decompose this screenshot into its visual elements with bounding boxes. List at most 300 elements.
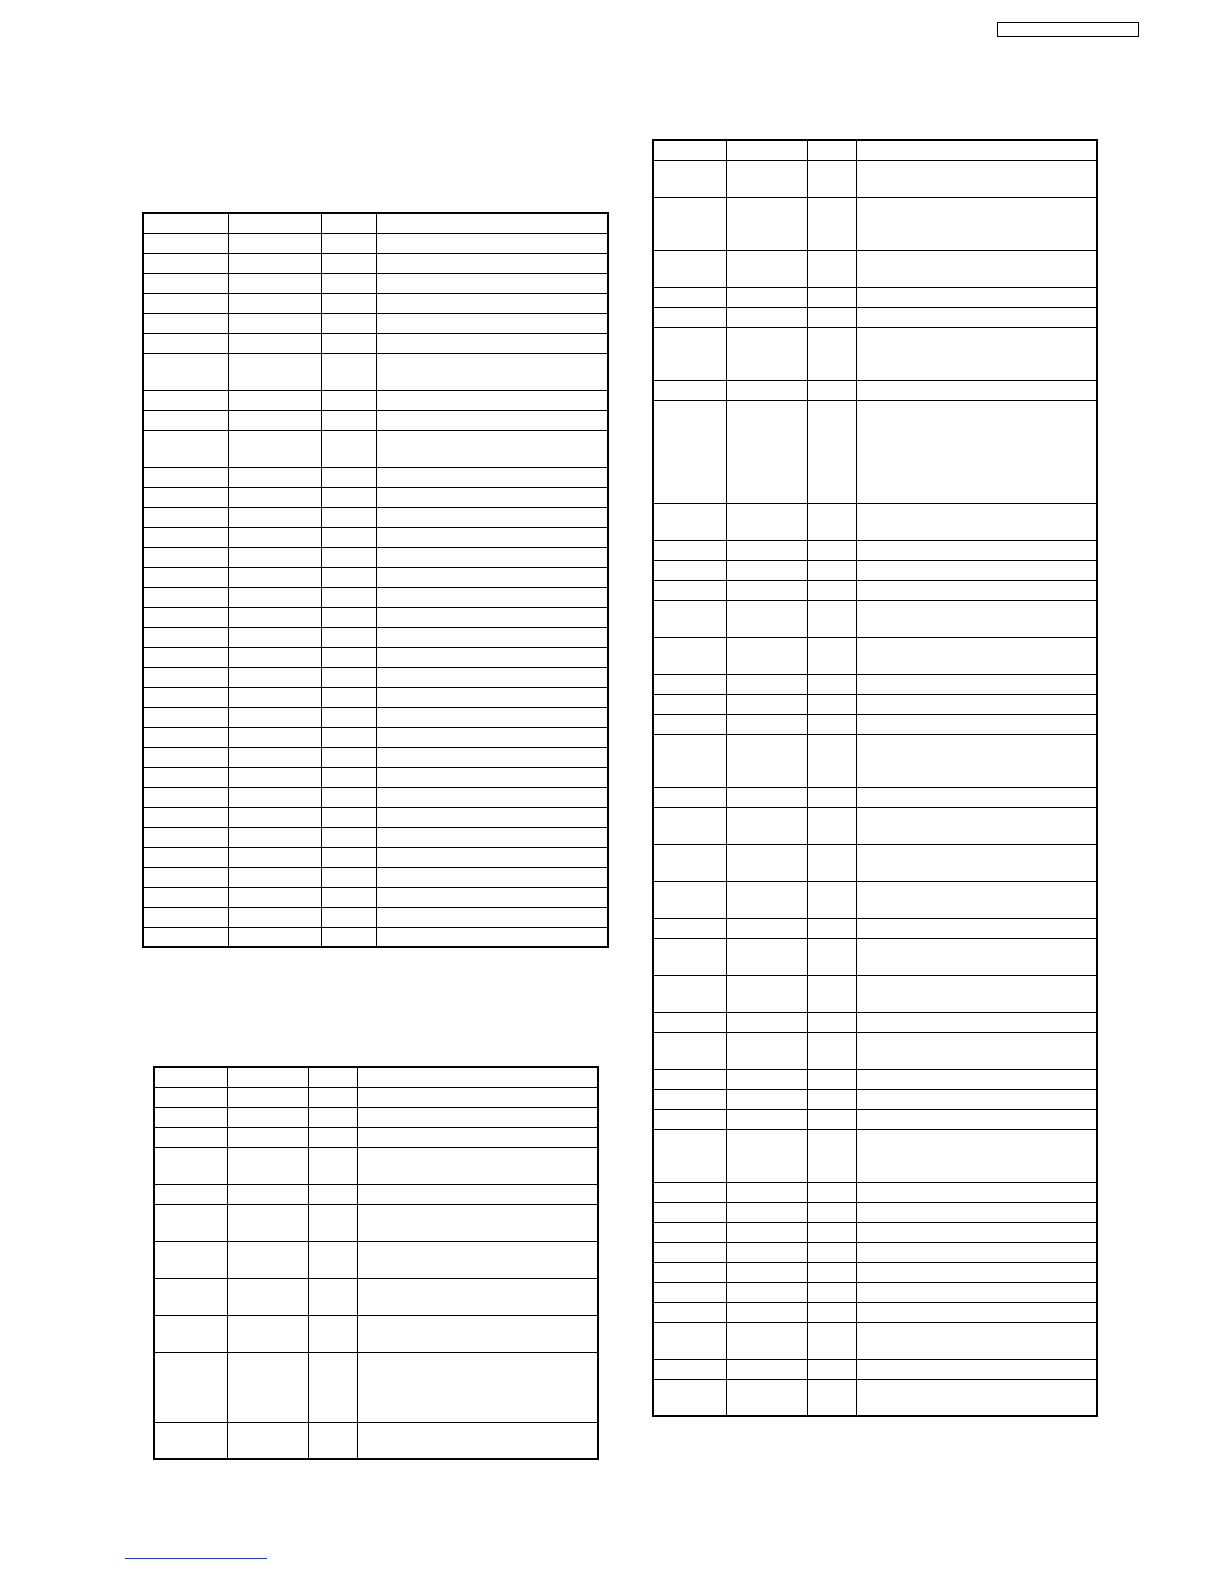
- table-cell: [357, 1147, 598, 1184]
- table-cell: [321, 487, 376, 507]
- table-cell: [856, 1129, 1097, 1182]
- table-cell: [653, 807, 726, 844]
- table-cell: [357, 1241, 598, 1278]
- table-row: [143, 807, 608, 827]
- table-cell: [807, 787, 856, 807]
- table-cell: [143, 927, 228, 947]
- table-cell: [321, 647, 376, 667]
- table-cell: [726, 1302, 807, 1322]
- table-row: [143, 767, 608, 787]
- table-cell: [726, 1032, 807, 1069]
- table-cell: [726, 637, 807, 674]
- table-cell: [653, 674, 726, 694]
- table-cell: [653, 694, 726, 714]
- table-row: [143, 827, 608, 847]
- table-cell: [856, 560, 1097, 580]
- table-cell: [653, 160, 726, 197]
- table-cell: [726, 1182, 807, 1202]
- table-row: [653, 287, 1097, 307]
- table-row: [143, 313, 608, 333]
- table-cell: [376, 727, 608, 747]
- table-row: [143, 430, 608, 467]
- table-row: [653, 327, 1097, 380]
- table-cell: [321, 313, 376, 333]
- table-cell: [227, 1127, 308, 1147]
- table-cell: [321, 547, 376, 567]
- table-row: [653, 307, 1097, 327]
- table-cell: [856, 714, 1097, 734]
- table-row: [143, 293, 608, 313]
- table-row: [653, 1032, 1097, 1069]
- table-cell: [357, 1278, 598, 1315]
- table-cell: [376, 527, 608, 547]
- table-row: [653, 140, 1097, 160]
- table-cell: [376, 827, 608, 847]
- table-cell: [308, 1422, 357, 1459]
- table-cell: [653, 560, 726, 580]
- table-cell: [227, 1241, 308, 1278]
- table-cell: [227, 1107, 308, 1127]
- table-cell: [321, 293, 376, 313]
- table-cell: [376, 547, 608, 567]
- table-cell: [726, 327, 807, 380]
- table-cell: [807, 844, 856, 881]
- table-cell: [143, 867, 228, 887]
- table-row: [143, 787, 608, 807]
- table-cell: [321, 233, 376, 253]
- table-cell: [228, 527, 321, 547]
- table-cell: [228, 747, 321, 767]
- table-cell: [228, 213, 321, 233]
- table-cell: [228, 430, 321, 467]
- table-cell: [321, 527, 376, 547]
- footer-link[interactable]: [125, 1558, 267, 1559]
- table-cell: [228, 867, 321, 887]
- table-cell: [228, 313, 321, 333]
- table-cell: [807, 250, 856, 287]
- table-cell: [856, 694, 1097, 714]
- table-cell: [228, 767, 321, 787]
- table-cell: [807, 307, 856, 327]
- table-row: [143, 707, 608, 727]
- table-cell: [807, 140, 856, 160]
- table-cell: [807, 503, 856, 540]
- table-cell: [228, 273, 321, 293]
- table-cell: [856, 287, 1097, 307]
- table-cell: [357, 1184, 598, 1204]
- table-cell: [726, 560, 807, 580]
- table-row: [653, 540, 1097, 560]
- table-row: [653, 250, 1097, 287]
- table-cell: [143, 507, 228, 527]
- table-cell: [726, 400, 807, 503]
- table-cell: [376, 867, 608, 887]
- table-row: [653, 1302, 1097, 1322]
- table-cell: [807, 1282, 856, 1302]
- table-cell: [807, 1089, 856, 1109]
- table-cell: [321, 467, 376, 487]
- table-cell: [227, 1352, 308, 1422]
- table-cell: [856, 1379, 1097, 1416]
- table-cell: [143, 727, 228, 747]
- table-cell: [143, 253, 228, 273]
- table-cell: [308, 1241, 357, 1278]
- table-row: [143, 487, 608, 507]
- table-cell: [856, 1089, 1097, 1109]
- table-cell: [653, 540, 726, 560]
- table-cell: [228, 547, 321, 567]
- table-cell: [143, 887, 228, 907]
- table-cell: [357, 1127, 598, 1147]
- table-row: [653, 197, 1097, 250]
- table-row: [154, 1422, 598, 1459]
- table-cell: [726, 1242, 807, 1262]
- table-cell: [726, 307, 807, 327]
- table-cell: [726, 250, 807, 287]
- table-cell: [807, 1222, 856, 1242]
- table-cell: [227, 1184, 308, 1204]
- table-cell: [154, 1204, 227, 1241]
- table-cell: [653, 503, 726, 540]
- table-row: [143, 410, 608, 430]
- table-cell: [228, 807, 321, 827]
- table-cell: [357, 1204, 598, 1241]
- table-cell: [856, 580, 1097, 600]
- table-cell: [376, 353, 608, 390]
- table-cell: [228, 253, 321, 273]
- table-cell: [154, 1147, 227, 1184]
- table-row: [154, 1184, 598, 1204]
- table-cell: [856, 1242, 1097, 1262]
- table-cell: [143, 333, 228, 353]
- table-cell: [653, 734, 726, 787]
- table-cell: [856, 540, 1097, 560]
- table-row: [653, 1359, 1097, 1379]
- table-cell: [321, 390, 376, 410]
- table-cell: [807, 1012, 856, 1032]
- table-cell: [143, 467, 228, 487]
- table-cell: [376, 647, 608, 667]
- table-cell: [726, 580, 807, 600]
- table-cell: [726, 975, 807, 1012]
- table-cell: [653, 1089, 726, 1109]
- table-cell: [856, 250, 1097, 287]
- table-cell: [321, 430, 376, 467]
- table-row: [143, 867, 608, 887]
- table-cell: [807, 637, 856, 674]
- table-cell: [653, 1379, 726, 1416]
- table-cell: [726, 1202, 807, 1222]
- table-cell: [321, 767, 376, 787]
- table-cell: [154, 1352, 227, 1422]
- table-cell: [807, 380, 856, 400]
- table-cell: [856, 380, 1097, 400]
- table-cell: [653, 380, 726, 400]
- table-cell: [856, 1302, 1097, 1322]
- table-cell: [321, 887, 376, 907]
- table-cell: [726, 1322, 807, 1359]
- table-cell: [726, 140, 807, 160]
- table-cell: [856, 918, 1097, 938]
- table-cell: [321, 273, 376, 293]
- table-cell: [856, 1202, 1097, 1222]
- table-cell: [653, 327, 726, 380]
- table-cell: [321, 333, 376, 353]
- table-cell: [726, 1379, 807, 1416]
- table-cell: [143, 787, 228, 807]
- table-row: [653, 714, 1097, 734]
- table-cell: [143, 293, 228, 313]
- table-cell: [321, 867, 376, 887]
- table-cell: [726, 918, 807, 938]
- table-row: [154, 1107, 598, 1127]
- table-cell: [143, 410, 228, 430]
- table-cell: [726, 380, 807, 400]
- table-cell: [143, 827, 228, 847]
- table-cell: [376, 687, 608, 707]
- table-cell: [321, 907, 376, 927]
- table-cell: [227, 1315, 308, 1352]
- table-row: [653, 975, 1097, 1012]
- table-cell: [726, 1109, 807, 1129]
- table-row: [143, 887, 608, 907]
- table-row: [154, 1315, 598, 1352]
- table-row: [143, 233, 608, 253]
- table-cell: [726, 1089, 807, 1109]
- table-cell: [308, 1278, 357, 1315]
- table-row: [653, 1069, 1097, 1089]
- table-cell: [653, 938, 726, 975]
- table-cell: [143, 647, 228, 667]
- table-cell: [228, 627, 321, 647]
- table-cell: [856, 1282, 1097, 1302]
- table-cell: [653, 1302, 726, 1322]
- table-cell: [376, 847, 608, 867]
- table-cell: [376, 467, 608, 487]
- table-cell: [228, 667, 321, 687]
- table-cell: [856, 1109, 1097, 1129]
- table-cell: [228, 607, 321, 627]
- table-cell: [856, 1012, 1097, 1032]
- table-cell: [856, 307, 1097, 327]
- table-row: [653, 844, 1097, 881]
- table-row: [653, 787, 1097, 807]
- table-cell: [726, 197, 807, 250]
- table-cell: [653, 580, 726, 600]
- table-cell: [726, 807, 807, 844]
- table-cell: [321, 587, 376, 607]
- table-cell: [653, 1322, 726, 1359]
- table-cell: [807, 807, 856, 844]
- table-row: [653, 674, 1097, 694]
- table-cell: [653, 250, 726, 287]
- table-cell: [376, 487, 608, 507]
- table-cell: [376, 927, 608, 947]
- table-cell: [807, 694, 856, 714]
- table-cell: [376, 253, 608, 273]
- table-cell: [321, 847, 376, 867]
- table-cell: [143, 687, 228, 707]
- table-cell: [321, 253, 376, 273]
- table-cell: [143, 353, 228, 390]
- table-row: [154, 1127, 598, 1147]
- table-cell: [143, 807, 228, 827]
- table-row: [143, 907, 608, 927]
- table-cell: [228, 507, 321, 527]
- table-row: [653, 1202, 1097, 1222]
- table-cell: [726, 1262, 807, 1282]
- table-cell: [856, 734, 1097, 787]
- table-cell: [154, 1241, 227, 1278]
- table-cell: [653, 400, 726, 503]
- table-row: [143, 627, 608, 647]
- table-row: [143, 587, 608, 607]
- table-row: [653, 637, 1097, 674]
- table-cell: [726, 674, 807, 694]
- table-cell: [807, 600, 856, 637]
- table-row: [154, 1204, 598, 1241]
- table-cell: [143, 707, 228, 727]
- table-cell: [376, 667, 608, 687]
- table-cell: [321, 627, 376, 647]
- table-row: [653, 380, 1097, 400]
- table-row: [143, 213, 608, 233]
- table-cell: [308, 1352, 357, 1422]
- table-cell: [653, 1012, 726, 1032]
- table-row: [154, 1352, 598, 1422]
- table-cell: [154, 1278, 227, 1315]
- table-cell: [856, 1032, 1097, 1069]
- table-cell: [376, 707, 608, 727]
- table-cell: [321, 507, 376, 527]
- table-cell: [807, 580, 856, 600]
- table-row: [154, 1278, 598, 1315]
- table-row: [143, 607, 608, 627]
- table-cell: [228, 647, 321, 667]
- table-cell: [308, 1184, 357, 1204]
- table-cell: [143, 313, 228, 333]
- table-cell: [228, 567, 321, 587]
- table-cell: [376, 907, 608, 927]
- table-cell: [227, 1204, 308, 1241]
- table-cell: [143, 667, 228, 687]
- table-cell: [228, 487, 321, 507]
- table-row: [143, 747, 608, 767]
- table-cell: [321, 667, 376, 687]
- table-cell: [653, 1262, 726, 1282]
- table-cell: [726, 540, 807, 560]
- table-cell: [726, 694, 807, 714]
- table-cell: [228, 847, 321, 867]
- table-cell: [228, 687, 321, 707]
- table-cell: [856, 327, 1097, 380]
- table-cell: [376, 430, 608, 467]
- table-cell: [653, 1032, 726, 1069]
- table-cell: [308, 1067, 357, 1087]
- table-cell: [653, 975, 726, 1012]
- table-cell: [856, 637, 1097, 674]
- table-cell: [308, 1147, 357, 1184]
- table-cell: [807, 400, 856, 503]
- table-cell: [143, 567, 228, 587]
- table-row: [154, 1087, 598, 1107]
- table-cell: [228, 410, 321, 430]
- table-cell: [321, 827, 376, 847]
- table-cell: [726, 600, 807, 637]
- page-id-box: [997, 22, 1139, 37]
- table-cell: [228, 727, 321, 747]
- table-cell: [856, 160, 1097, 197]
- table-cell: [321, 213, 376, 233]
- table-cell: [856, 1322, 1097, 1359]
- table-cell: [228, 587, 321, 607]
- table-row: [653, 1262, 1097, 1282]
- table-row: [143, 527, 608, 547]
- table-cell: [143, 273, 228, 293]
- table-row: [143, 647, 608, 667]
- table-cell: [653, 881, 726, 918]
- table-cell: [856, 881, 1097, 918]
- table-cell: [143, 907, 228, 927]
- table-cell: [807, 881, 856, 918]
- table-cell: [308, 1087, 357, 1107]
- table-row: [154, 1147, 598, 1184]
- table-cell: [376, 787, 608, 807]
- table-cell: [726, 714, 807, 734]
- table-cell: [653, 787, 726, 807]
- table-row: [653, 1089, 1097, 1109]
- table-cell: [807, 327, 856, 380]
- table-row: [143, 927, 608, 947]
- table-cell: [228, 827, 321, 847]
- table-cell: [726, 881, 807, 918]
- table-cell: [154, 1315, 227, 1352]
- table-cell: [143, 847, 228, 867]
- table-cell: [227, 1067, 308, 1087]
- table-cell: [228, 907, 321, 927]
- table-cell: [227, 1422, 308, 1459]
- table-cell: [807, 1242, 856, 1262]
- table-cell: [653, 918, 726, 938]
- table-cell: [228, 293, 321, 313]
- table-cell: [726, 844, 807, 881]
- table-cell: [143, 390, 228, 410]
- table-cell: [143, 747, 228, 767]
- table-cell: [807, 540, 856, 560]
- table-row: [653, 1322, 1097, 1359]
- table-cell: [357, 1107, 598, 1127]
- table-cell: [376, 747, 608, 767]
- pin-table-left-lower: [153, 1066, 599, 1460]
- table-cell: [376, 627, 608, 647]
- table-cell: [856, 674, 1097, 694]
- table-row: [653, 600, 1097, 637]
- table-cell: [653, 1202, 726, 1222]
- table-cell: [308, 1127, 357, 1147]
- table-cell: [653, 600, 726, 637]
- table-cell: [143, 607, 228, 627]
- table-cell: [376, 507, 608, 527]
- table-row: [143, 467, 608, 487]
- table-cell: [376, 213, 608, 233]
- table-cell: [653, 1069, 726, 1089]
- table-cell: [228, 390, 321, 410]
- table-cell: [726, 287, 807, 307]
- table-row: [653, 1282, 1097, 1302]
- table-cell: [653, 140, 726, 160]
- table-row: [143, 667, 608, 687]
- table-row: [143, 567, 608, 587]
